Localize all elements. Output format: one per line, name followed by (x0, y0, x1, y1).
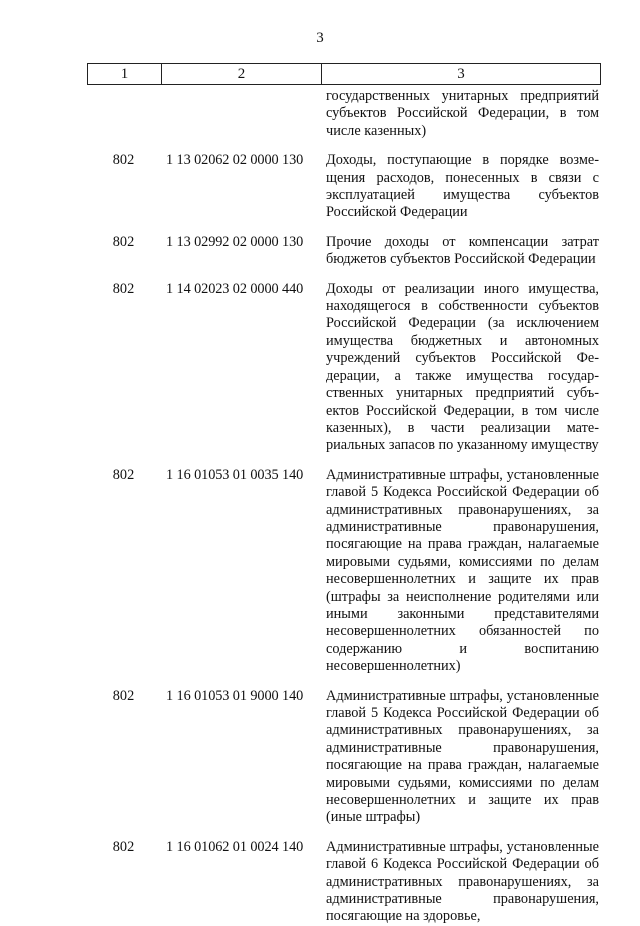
table-body (87, 88, 601, 926)
income-name: Прочие доходы от компенсации затрат бюджетов субъектов Российской Федерации (326, 233, 599, 268)
income-name: Административные штрафы, установленные главой 6 Кодекса Российской Федерации об административных правонарушениях, за административные правонарушения, посягающие на здоровье, (326, 838, 599, 925)
header-col-2: 2 (161, 64, 321, 84)
admin-code: 802 (112, 233, 135, 250)
header-col-3: 3 (321, 64, 600, 84)
budget-code: 1 16 01053 01 0035 140 (166, 466, 304, 483)
table-row (87, 839, 601, 926)
admin-code: 802 (112, 687, 135, 704)
admin-code: 802 (112, 152, 135, 169)
table-row (87, 688, 601, 827)
table-header (87, 63, 601, 85)
income-name: государственных унитарных предприятий субъектов Российской Федерации, в том числе казенных) (326, 88, 599, 139)
admin-code: 802 (112, 280, 135, 297)
table-row (87, 234, 601, 269)
header-col-1: 1 (120, 65, 129, 82)
table-row (87, 281, 601, 455)
budget-code (160, 88, 320, 140)
table-row (87, 88, 601, 140)
table-row (87, 467, 601, 676)
budget-code: 1 16 01053 01 9000 140 (166, 687, 304, 704)
income-name: Административные штрафы, установленные главой 5 Кодекса Российской Федерации об административных правонарушениях, за административные правонарушения, посягающие на права граждан, налагаемые мировыми судьями, комиссиями по делам несовершеннолетних и защите их прав (штрафы за неисполнение родителями или иными законными представителями несовершеннолетних обязанностей по содержанию и воспитанию несовершеннолетних) (326, 466, 599, 675)
budget-code: 1 13 02992 02 0000 130 (166, 233, 304, 250)
admin-code: 802 (112, 466, 135, 483)
budget-code: 1 13 02062 02 0000 130 (166, 152, 304, 169)
income-name: Доходы, поступающие в порядке возмещения расходов, понесенных в связи с эксплуатацией имущества субъектов Российской Федерации (326, 152, 599, 221)
page-number: 3 (316, 30, 324, 46)
budget-code: 1 14 02023 02 0000 440 (166, 280, 304, 297)
admin-code (87, 88, 160, 140)
admin-code: 802 (112, 838, 135, 855)
income-name: Доходы от реализации иного имущества, находящегося в собственности субъектов Российской Федерации (за исключением имущества бюджетных и автономных учреждений субъектов Российской Федерации, а также имущества государственных унитарных предприятий субъектов Российской Федерации, в том числе казенных), в части реализации материальных запасов по указанному имуществу (326, 280, 599, 454)
budget-code: 1 16 01062 01 0024 140 (166, 838, 304, 855)
table-row (87, 152, 601, 222)
income-name: Административные штрафы, установленные главой 5 Кодекса Российской Федерации об административных правонарушениях, за административные правонарушения, посягающие на права граждан, налагаемые мировыми судьями, комиссиями по делам несовершеннолетних и защите их прав (иные штрафы) (326, 687, 599, 826)
